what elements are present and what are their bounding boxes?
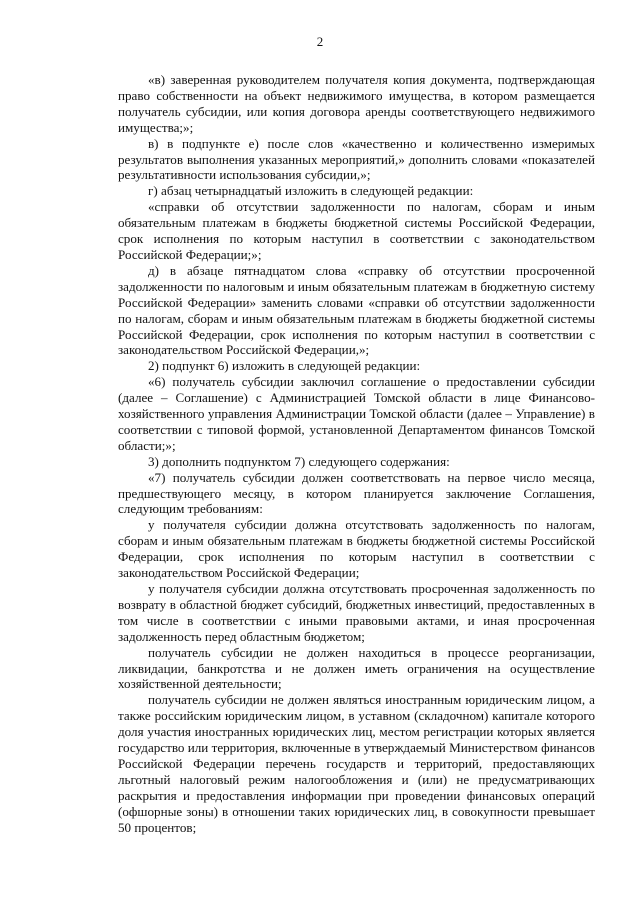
paragraph-7-intro: «7) получатель субсидии должен соответствовать на первое число месяца, предшествующего месяцу, в котором планируется заключение Соглашения, следующим требованиям: (118, 469, 595, 517)
paragraph-g-header: г) абзац четырнадцатый изложить в следующей редакции: (148, 183, 474, 199)
page-number: 2 (316, 34, 324, 49)
paragraph-item-v-copy-document: «в) заверенная руководителем получателя копия документа, подтверждающая право собственности на объект недвижимого имущества, в котором размещается получатель субсидии, или копия договора аренды соответствующего недвижимого имущества;»; (118, 72, 595, 135)
document-body (118, 72, 595, 836)
paragraph-subitem-e-amendment: в) в подпункте е) после слов «качественно и количественно измеримых результатов выполнения указанных мероприятий,» дополнить словами «показателей результативности использования субсидии,»; (118, 135, 595, 183)
paragraph-3-header: 3) дополнить подпунктом 7) следующего содержания: (148, 453, 450, 469)
paragraph-6-text: «6) получатель субсидии заключил соглашение о предоставлении субсидии (далее – Соглашение) с Администрацией Томской области в лице Финансово-хозяйственного управления Администрации Томской области (далее – Управление) в соответствии с типовой формой, установленной Департаментом финансов Томской области;»; (118, 374, 595, 453)
paragraph-d-amendment: д) в абзаце пятнадцатом слова «справку об отсутствии просроченной задолженности по налоговым и иным обязательным платежам в бюджетную систему Российской Федерации» заменить словами «справки об отсутствии задолженности по налогам, сборам и иным обязательным платежам в бюджеты бюджетной системы Российской Федерации, срок исполнения по которым наступил в соответствии с законодательством Российской Федерации,»; (118, 262, 595, 358)
paragraph-2-header: 2) подпункт 6) изложить в следующей редакции: (148, 358, 421, 374)
requirement-no-overdue-debt: у получателя субсидии должна отсутствовать просроченная задолженность по возврату в областной бюджет субсидий, бюджетных инвестиций, предоставленных в том числе в соответствии с иными правовыми актами, и иная просроченная задолженность перед областным бюджетом; (118, 581, 595, 644)
requirement-not-foreign-entity: получатель субсидии не должен являться иностранным юридическим лицом, а также российским юридическим лицом, в уставном (складочном) капитале которого доля участия иностранных юридических лиц, местом регистрации которых является государство или территория, включенные в утверждаемый Министерством финансов Российской Федерации перечень государств и территорий, предоставляющих льготный налоговый режим налогообложения и (или) не предусматривающих раскрытия и предоставления информации при проведении финансовых операций (офшорные зоны) в отношении таких юридических лиц, в совокупности превышает 50 процентов; (118, 692, 595, 835)
requirement-no-reorganization: получатель субсидии не должен находиться в процессе реорганизации, ликвидации, банкротства и не должен иметь ограничения на осуществление хозяйственной деятельности; (118, 644, 595, 692)
requirement-no-tax-debt: у получателя субсидии должна отсутствовать задолженность по налогам, сборам и иным обязательным платежам в бюджеты бюджетной системы Российской Федерации, срок исполнения по которым наступил в соответствии с законодательством Российской Федерации; (118, 517, 595, 581)
paragraph-g-text: «справки об отсутствии задолженности по налогам, сборам и иным обязательным платежам в бюджеты бюджетной системы Российской Федерации, срок исполнения по которым наступил в соответствии с законодательством Российской Федерации;»; (118, 199, 595, 262)
